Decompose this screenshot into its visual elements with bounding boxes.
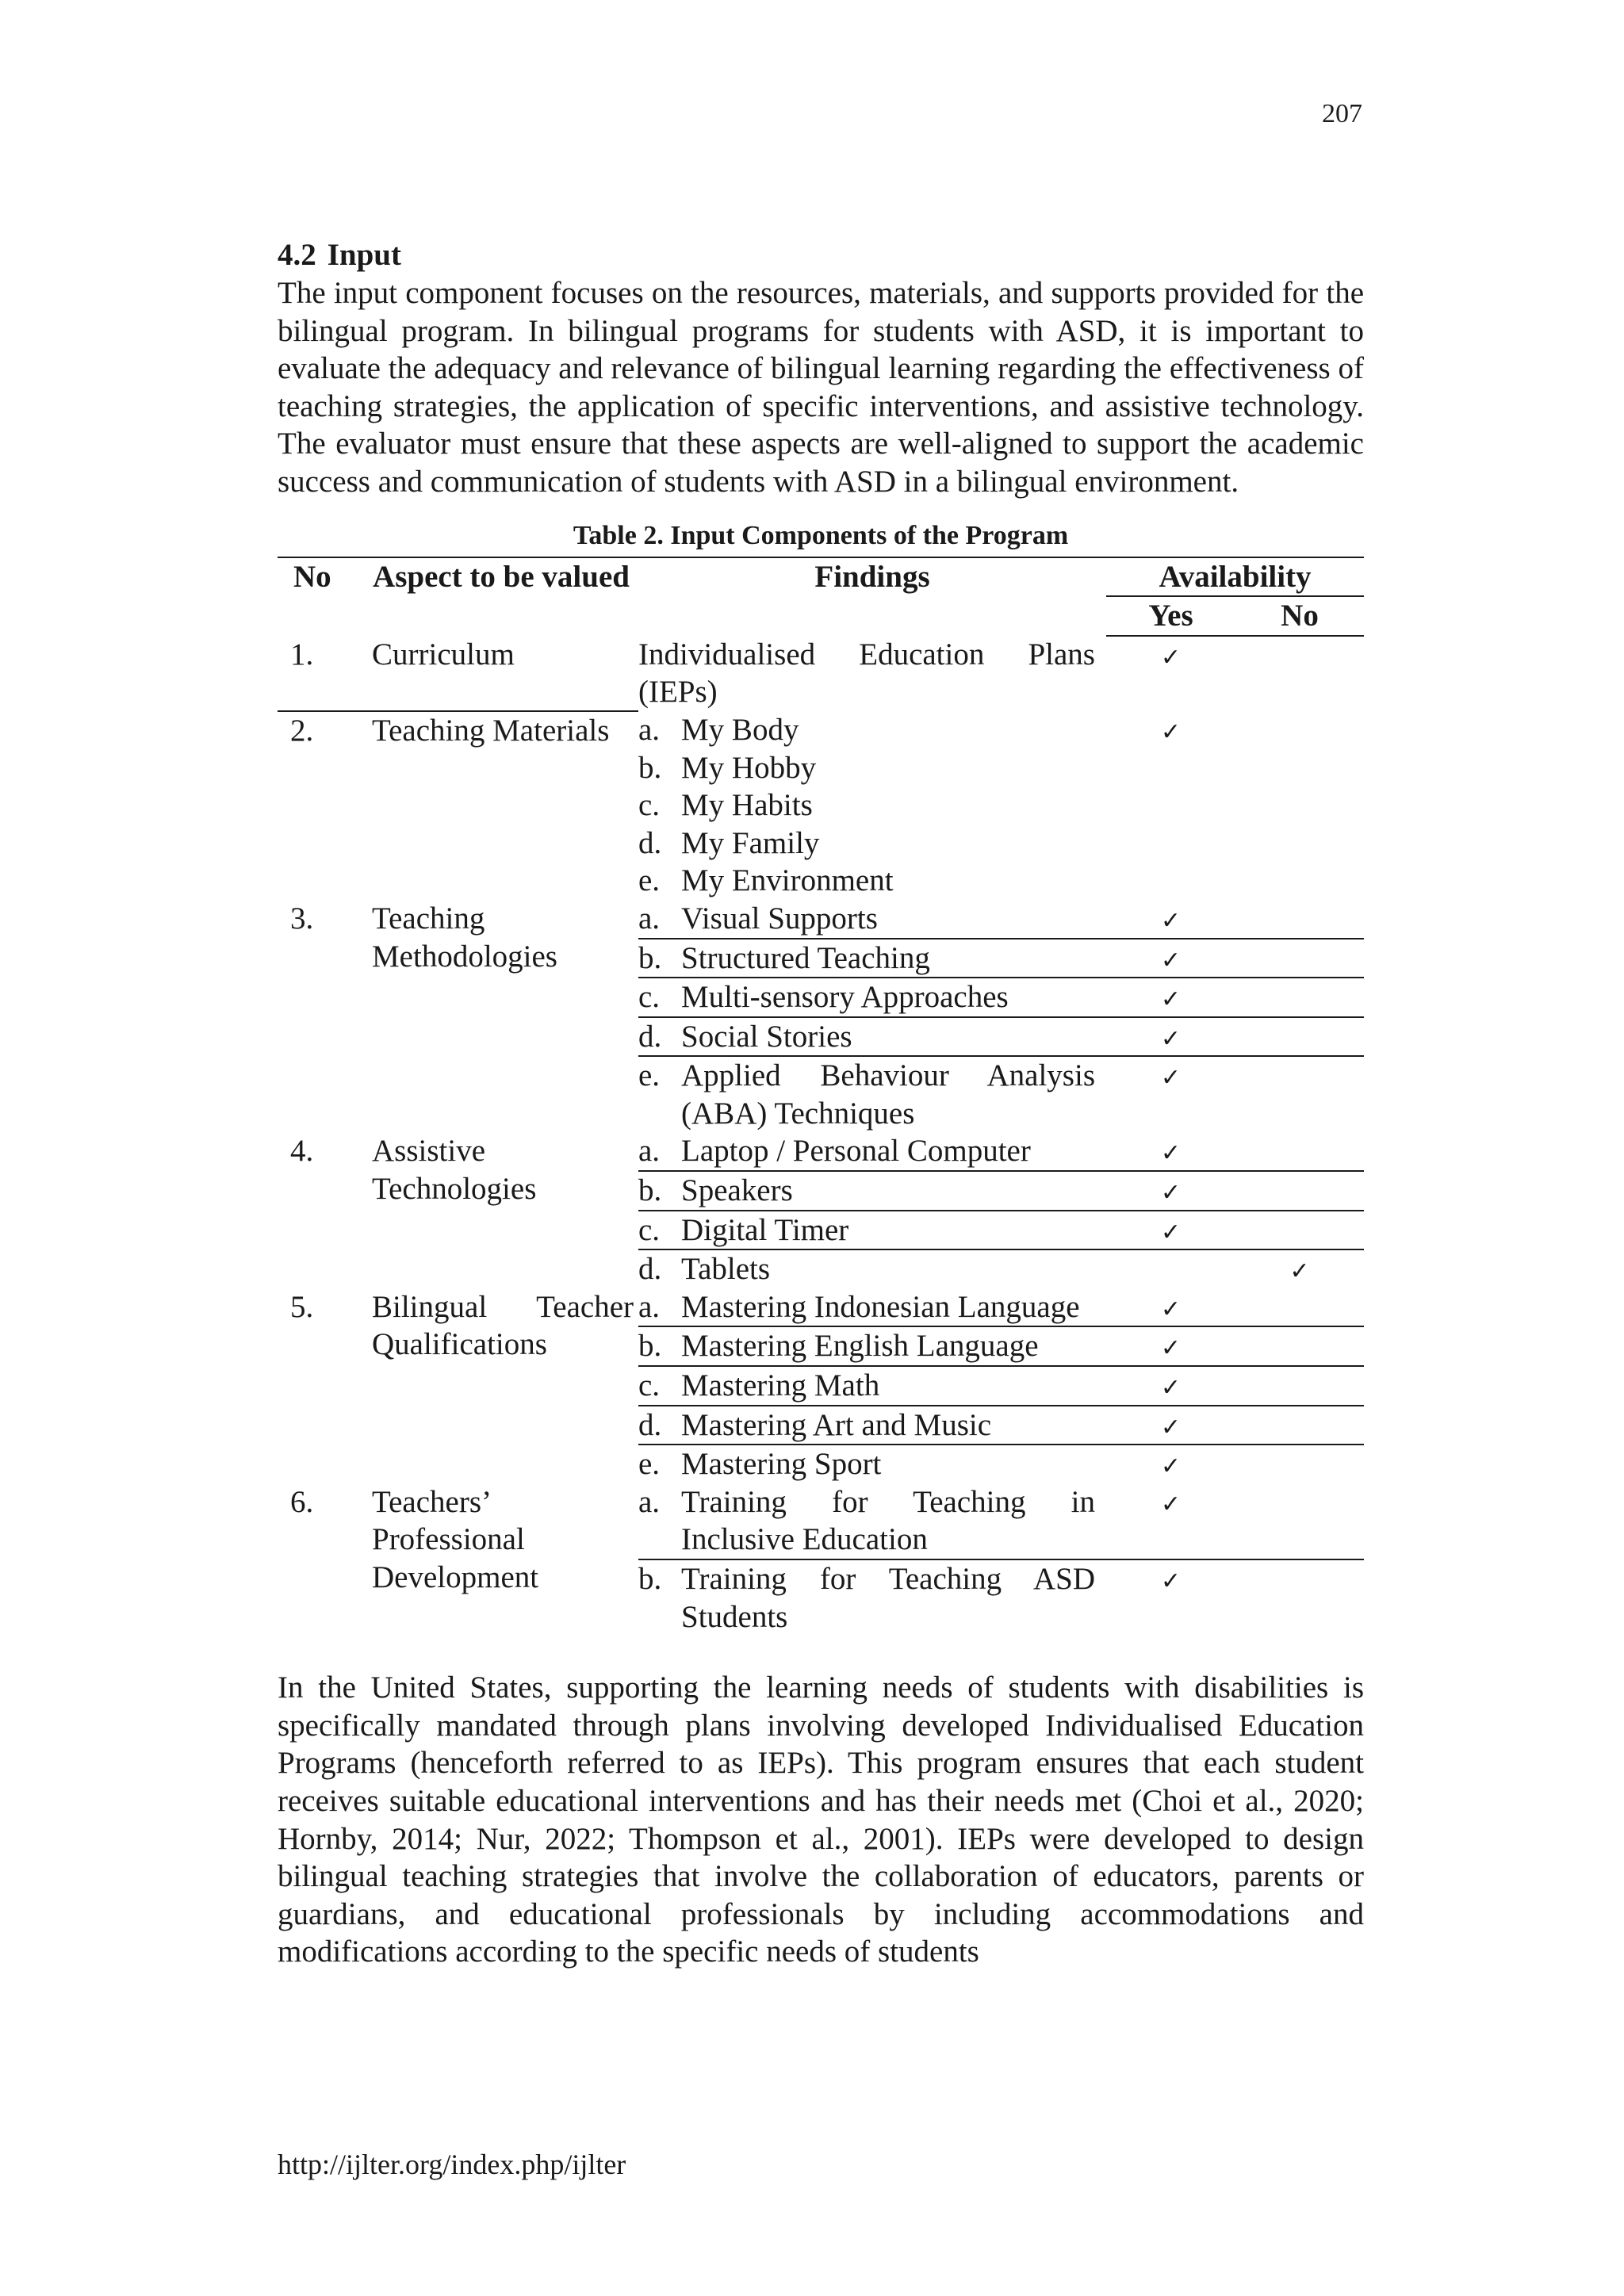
- section-heading: [278, 236, 1364, 274]
- item-text: Social Stories: [681, 1019, 852, 1054]
- checkmark-icon: ✓: [1160, 1295, 1182, 1323]
- checkmark-icon: ✓: [1160, 1064, 1182, 1093]
- item-letter: b.: [638, 750, 662, 785]
- availability-yes-cell: [1106, 786, 1235, 825]
- item-text: My Family: [681, 825, 820, 860]
- finding-cell: [638, 1132, 1106, 1171]
- finding-cell: [638, 939, 1106, 978]
- item-text: Laptop / Personal Computer: [681, 1134, 1031, 1169]
- row-number: 5.: [290, 1289, 314, 1324]
- item-letter: a.: [638, 901, 661, 936]
- finding-cell: [638, 749, 1106, 787]
- finding-cell: [638, 1171, 1106, 1211]
- item-letter: a.: [638, 712, 661, 747]
- finding-cell: [638, 862, 1106, 900]
- availability-no-cell: [1235, 1483, 1364, 1559]
- finding-cell: [638, 1445, 1106, 1483]
- item-text: Digital Timer: [681, 1212, 849, 1247]
- availability-yes-cell: [1106, 1559, 1235, 1636]
- item-letter: c.: [638, 1368, 661, 1403]
- availability-yes-cell: [1106, 1445, 1235, 1483]
- item-text: Mastering Math: [681, 1368, 880, 1403]
- availability-no-cell: [1235, 1288, 1364, 1327]
- item-text: Individualised Education Plans (IEPs): [638, 637, 1095, 710]
- availability-no-cell: [1235, 636, 1364, 711]
- availability-no-cell: [1235, 1132, 1364, 1171]
- aspect-cell: Teachers’ Professional Development: [372, 1484, 539, 1594]
- item-letter: a.: [638, 1289, 661, 1324]
- availability-yes-cell: [1106, 1056, 1235, 1132]
- availability-yes-cell: [1106, 636, 1235, 711]
- table-body: [278, 636, 1364, 1636]
- finding-cell: [638, 786, 1106, 825]
- item-letter: c.: [638, 788, 661, 823]
- availability-no-cell: [1235, 825, 1364, 863]
- availability-yes-cell: [1106, 978, 1235, 1017]
- checkmark-icon: ✓: [1160, 946, 1182, 974]
- availability-no-cell: [1235, 1171, 1364, 1211]
- item-letter: e.: [638, 863, 661, 898]
- checkmark-icon: ✓: [1160, 1334, 1182, 1363]
- availability-yes-cell: [1106, 1406, 1235, 1445]
- header-aspect: Aspect to be valued: [364, 557, 638, 636]
- item-text: Training for Teaching ASD Students: [681, 1562, 1095, 1634]
- row-number: 2.: [290, 713, 314, 748]
- item-letter: e.: [638, 1058, 661, 1093]
- table-row: [278, 711, 1364, 749]
- input-components-table: [278, 557, 1364, 1636]
- item-text: Structured Teaching: [681, 940, 930, 975]
- header-no: No: [278, 557, 364, 636]
- item-letter: a.: [638, 1134, 661, 1169]
- item-letter: a.: [638, 1484, 661, 1519]
- availability-no-cell: [1235, 749, 1364, 787]
- item-letter: b.: [638, 1173, 662, 1208]
- intro-paragraph: The input component focuses on the resources, materials, and supports provided for the bilingual program. In bilingual programs for students with ASD, it is important to evaluate the adequacy and relevance of bilingual learning regarding the effectiveness of teaching strategies, the application of specific interventions, and assistive technology. The evaluator must ensure that these aspects are well-aligned to support the academic success and communication of students with ASD in a bilingual environment.: [278, 276, 1364, 499]
- finding-cell: [638, 900, 1106, 939]
- finding-cell: [638, 978, 1106, 1017]
- item-letter: d.: [638, 1019, 662, 1054]
- checkmark-icon: ✓: [1289, 1257, 1310, 1286]
- table-row: [278, 636, 1364, 711]
- availability-yes-cell: [1106, 1211, 1235, 1250]
- row-number: 1.: [278, 636, 364, 711]
- item-letter: b.: [638, 1329, 662, 1364]
- finding-cell: [638, 636, 1106, 711]
- checkmark-icon: ✓: [1160, 643, 1182, 672]
- item-text: Visual Supports: [681, 901, 878, 936]
- availability-no-cell: [1235, 1445, 1364, 1483]
- header-yes: Yes: [1106, 596, 1235, 636]
- aspect-cell: Curriculum: [364, 636, 638, 711]
- checkmark-icon: ✓: [1160, 1413, 1182, 1441]
- header-findings: Findings: [638, 557, 1106, 636]
- checkmark-icon: ✓: [1160, 985, 1182, 1014]
- page-content: [278, 236, 1364, 1971]
- availability-no-cell: [1235, 900, 1364, 939]
- availability-yes-cell: [1106, 825, 1235, 863]
- item-text: My Habits: [681, 788, 813, 823]
- item-text: My Hobby: [681, 750, 817, 785]
- finding-cell: [638, 711, 1106, 749]
- availability-no-cell: [1235, 1559, 1364, 1636]
- item-text: Speakers: [681, 1173, 793, 1208]
- table-row: [278, 900, 1364, 939]
- finding-cell: [638, 1559, 1106, 1636]
- finding-cell: [638, 825, 1106, 863]
- availability-no-cell: [1235, 786, 1364, 825]
- availability-yes-cell: [1106, 1171, 1235, 1211]
- finding-cell: [638, 1249, 1106, 1288]
- checkmark-icon: ✓: [1160, 1567, 1182, 1595]
- availability-yes-cell: [1106, 1249, 1235, 1288]
- finding-cell: [638, 1017, 1106, 1057]
- item-letter: d.: [638, 1407, 662, 1442]
- section-number: 4.2: [278, 238, 316, 272]
- availability-yes-cell: [1106, 1132, 1235, 1171]
- item-letter: e.: [638, 1447, 661, 1482]
- availability-no-cell: [1235, 1056, 1364, 1132]
- table-row: [278, 1288, 1364, 1327]
- finding-cell: [638, 1406, 1106, 1445]
- item-text: Multi-sensory Approaches: [681, 980, 1009, 1015]
- item-letter: b.: [638, 1562, 662, 1596]
- row-number: 6.: [290, 1484, 314, 1519]
- availability-no-cell: [1235, 1017, 1364, 1057]
- checkmark-icon: ✓: [1160, 1452, 1182, 1481]
- item-text: My Environment: [681, 863, 894, 898]
- item-text: Mastering Indonesian Language: [681, 1289, 1080, 1324]
- item-text: Training for Teaching in Inclusive Education: [681, 1484, 1095, 1557]
- availability-no-cell: [1235, 1211, 1364, 1250]
- footer-url: http://ijlter.org/index.php/ijlter: [278, 2149, 626, 2180]
- availability-yes-cell: [1106, 1483, 1235, 1559]
- availability-yes-cell: [1106, 749, 1235, 787]
- aspect-cell: Assistive Technologies: [372, 1134, 537, 1207]
- page-number: 207: [1322, 99, 1362, 128]
- availability-yes-cell: [1106, 1366, 1235, 1406]
- finding-cell: [638, 1366, 1106, 1406]
- item-text: Mastering Art and Music: [681, 1407, 992, 1442]
- checkmark-icon: ✓: [1160, 1024, 1182, 1053]
- finding-cell: [638, 1326, 1106, 1366]
- item-letter: c.: [638, 1212, 661, 1247]
- aspect-cell: Teaching Methodologies: [372, 901, 557, 974]
- checkmark-icon: ✓: [1160, 718, 1182, 746]
- availability-no-cell: [1235, 978, 1364, 1017]
- item-text: Mastering English Language: [681, 1329, 1039, 1364]
- item-text: Tablets: [681, 1252, 771, 1287]
- availability-no-cell: [1235, 939, 1364, 978]
- availability-no-cell: [1235, 711, 1364, 749]
- finding-cell: [638, 1483, 1106, 1559]
- availability-yes-cell: [1106, 939, 1235, 978]
- header-no-availability: No: [1235, 596, 1364, 636]
- header-availability: Availability: [1106, 557, 1364, 597]
- table-row: [278, 1132, 1364, 1171]
- checkmark-icon: ✓: [1160, 1374, 1182, 1402]
- checkmark-icon: ✓: [1160, 1490, 1182, 1518]
- row-number: 4.: [290, 1134, 314, 1169]
- aspect-cell: Bilingual Teacher Qualifications: [372, 1289, 634, 1362]
- finding-cell: [638, 1288, 1106, 1327]
- item-text: Applied Behaviour Analysis (ABA) Techniques: [681, 1058, 1095, 1131]
- availability-yes-cell: [1106, 1288, 1235, 1327]
- checkmark-icon: ✓: [1160, 1218, 1182, 1246]
- item-text: My Body: [681, 712, 799, 747]
- body-paragraph: In the United States, supporting the learning needs of students with disabilities is specifically mandated through plans involving developed Individualised Education Programs (henceforth referred to as IEPs). This program ensures that each student receives suitable educational interventions and has their needs met (Choi et al., 2020; Hornby, 2014; Nur, 2022; Thompson et al., 2001). IEPs were developed to design bilingual teaching strategies that involve the collaboration of educators, parents or guardians, and educational professionals by including accommodations and modifications according to the specific needs of students: [278, 1670, 1364, 1969]
- item-text: Mastering Sport: [681, 1447, 882, 1482]
- aspect-cell: Teaching Materials: [372, 713, 610, 748]
- item-letter: d.: [638, 825, 662, 860]
- item-letter: d.: [638, 1252, 662, 1287]
- table-row: [278, 1483, 1364, 1559]
- availability-yes-cell: [1106, 1326, 1235, 1366]
- checkmark-icon: ✓: [1160, 1179, 1182, 1207]
- availability-yes-cell: [1106, 862, 1235, 900]
- section-title: Input: [327, 238, 401, 272]
- checkmark-icon: ✓: [1160, 906, 1182, 935]
- availability-yes-cell: [1106, 711, 1235, 749]
- checkmark-icon: ✓: [1160, 1139, 1182, 1168]
- finding-cell: [638, 1056, 1106, 1132]
- row-number: 3.: [290, 901, 314, 936]
- item-letter: c.: [638, 980, 661, 1015]
- availability-yes-cell: [1106, 1017, 1235, 1057]
- availability-no-cell: [1235, 1249, 1364, 1288]
- table-caption: Table 2. Input Components of the Program: [573, 520, 1069, 550]
- availability-no-cell: [1235, 1366, 1364, 1406]
- finding-cell: [638, 1211, 1106, 1250]
- item-letter: b.: [638, 940, 662, 975]
- availability-no-cell: [1235, 862, 1364, 900]
- availability-no-cell: [1235, 1406, 1364, 1445]
- availability-yes-cell: [1106, 900, 1235, 939]
- availability-no-cell: [1235, 1326, 1364, 1366]
